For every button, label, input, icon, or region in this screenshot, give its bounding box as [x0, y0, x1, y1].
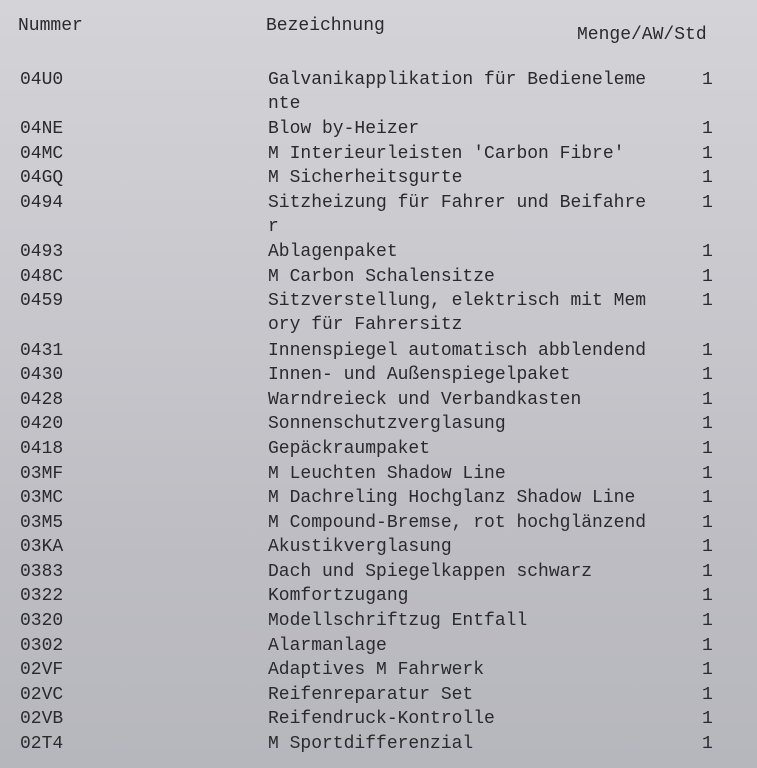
option-description — [268, 388, 703, 412]
option-description — [268, 191, 703, 239]
option-number: 0428 — [20, 389, 64, 410]
list-item — [0, 584, 757, 609]
option-description-line: M Compound-Bremse, rot hochglänzend — [268, 512, 647, 533]
option-description-line: Komfortzugang — [268, 586, 409, 607]
list-item — [0, 560, 757, 585]
list-item — [0, 486, 757, 511]
option-number: 0459 — [20, 291, 64, 312]
list-item — [0, 462, 757, 487]
option-number: 03M5 — [20, 512, 64, 533]
option-description — [268, 412, 703, 436]
option-description — [268, 265, 703, 289]
option-quantity: 1 — [702, 438, 713, 459]
option-description — [268, 339, 703, 363]
option-number: 04NE — [20, 119, 64, 140]
list-item — [0, 732, 757, 757]
option-number: 02VC — [20, 684, 64, 705]
option-quantity: 1 — [702, 192, 713, 213]
option-description — [268, 658, 703, 682]
list-item — [0, 265, 757, 290]
option-number: 03MC — [20, 488, 64, 509]
option-description — [268, 68, 703, 116]
option-description-line: Akustikverglasung — [268, 537, 452, 558]
option-quantity: 1 — [702, 365, 713, 386]
option-description-continuation: ory für Fahrersitz — [268, 315, 463, 336]
option-number: 0320 — [20, 611, 64, 632]
list-item — [0, 363, 757, 388]
list-item — [0, 535, 757, 560]
option-quantity: 1 — [702, 119, 713, 140]
option-description-line: M Sicherheitsgurte — [268, 168, 463, 189]
option-description-continuation: nte — [268, 94, 301, 114]
option-quantity: 1 — [702, 291, 713, 312]
option-quantity: 1 — [702, 561, 713, 582]
option-description — [268, 634, 703, 658]
option-description-line: Adaptives M Fahrwerk — [268, 660, 485, 681]
option-quantity: 1 — [702, 709, 713, 730]
list-item — [0, 166, 757, 191]
option-quantity: 1 — [702, 488, 713, 509]
list-item — [0, 683, 757, 708]
option-description-continuation: r — [268, 216, 279, 237]
option-description-line: Reifendruck-Kontrolle — [268, 709, 495, 730]
option-number: 0418 — [20, 438, 64, 459]
option-description-line: M Leuchten Shadow Line — [268, 463, 506, 484]
option-quantity: 1 — [702, 635, 713, 656]
option-quantity: 1 — [702, 242, 713, 263]
option-description — [268, 240, 703, 264]
option-description-line: Innenspiegel automatisch abblendend — [268, 340, 647, 361]
list-item — [0, 412, 757, 437]
option-description — [268, 117, 703, 141]
list-item — [0, 117, 757, 142]
list-item — [0, 609, 757, 634]
option-number: 048C — [20, 266, 64, 287]
list-item — [0, 240, 757, 265]
option-description-line: Innen- und Außenspiegelpaket — [268, 365, 571, 386]
option-description — [268, 511, 703, 535]
option-description — [268, 166, 703, 190]
option-quantity: 1 — [702, 70, 713, 90]
list-item — [0, 707, 757, 732]
option-quantity: 1 — [702, 684, 713, 705]
list-item — [0, 289, 757, 338]
option-description-line: Sitzverstellung, elektrisch mit Mem — [268, 291, 647, 312]
option-quantity: 1 — [702, 611, 713, 632]
option-description — [268, 732, 703, 756]
option-quantity: 1 — [702, 389, 713, 410]
option-description — [268, 560, 703, 584]
option-quantity: 1 — [702, 266, 713, 287]
option-quantity: 1 — [702, 512, 713, 533]
option-number: 02VF — [20, 660, 64, 681]
option-quantity: 1 — [702, 463, 713, 484]
option-description — [268, 289, 703, 337]
option-quantity: 1 — [702, 734, 713, 755]
option-description — [268, 683, 703, 707]
option-number: 02T4 — [20, 734, 64, 755]
option-number: 0430 — [20, 365, 64, 386]
option-number: 02VB — [20, 709, 64, 730]
option-description-line: Sonnenschutzverglasung — [268, 414, 506, 435]
list-item — [0, 68, 757, 117]
list-item — [0, 634, 757, 659]
list-item — [0, 658, 757, 683]
option-number: 0302 — [20, 635, 64, 656]
option-quantity: 1 — [702, 340, 713, 361]
list-item — [0, 142, 757, 167]
option-number: 0493 — [20, 242, 64, 263]
option-number: 0322 — [20, 586, 64, 607]
option-description — [268, 142, 703, 166]
option-description-line: M Carbon Schalensitze — [268, 266, 495, 287]
option-description — [268, 462, 703, 486]
option-description-line: M Dachreling Hochglanz Shadow Line — [268, 488, 636, 509]
list-item — [0, 191, 757, 240]
option-description-line: Reifenreparatur Set — [268, 684, 474, 705]
option-description-line: Galvanikapplikation für Bedieneleme — [268, 70, 647, 90]
list-item — [0, 437, 757, 462]
equipment-list — [0, 68, 757, 757]
option-description — [268, 609, 703, 633]
option-description-line: M Sportdifferenzial — [268, 734, 474, 755]
option-quantity: 1 — [702, 660, 713, 681]
option-description-line: Alarmanlage — [268, 635, 387, 656]
option-quantity: 1 — [702, 143, 713, 164]
column-header-description: Bezeichnung — [266, 16, 385, 36]
option-description-line: Sitzheizung für Fahrer und Beifahre — [268, 192, 647, 213]
option-description-line: Dach und Spiegelkappen schwarz — [268, 561, 593, 582]
option-number: 0431 — [20, 340, 64, 361]
option-description — [268, 707, 703, 731]
option-description — [268, 584, 703, 608]
option-description — [268, 363, 703, 387]
option-number: 0494 — [20, 192, 64, 213]
column-header-quantity: Menge/AW/Std — [577, 25, 707, 45]
option-number: 04GQ — [20, 168, 64, 189]
option-quantity: 1 — [702, 414, 713, 435]
option-description — [268, 535, 703, 559]
option-description-line: Modellschriftzug Entfall — [268, 611, 528, 632]
option-quantity: 1 — [702, 586, 713, 607]
option-description-line: Ablagenpaket — [268, 242, 398, 263]
option-number: 03KA — [20, 537, 64, 558]
list-item — [0, 339, 757, 364]
list-item — [0, 511, 757, 536]
option-number: 04MC — [20, 143, 64, 164]
option-description-line: Warndreieck und Verbandkasten — [268, 389, 582, 410]
option-quantity: 1 — [702, 537, 713, 558]
option-number: 0420 — [20, 414, 64, 435]
option-number: 03MF — [20, 463, 64, 484]
option-description-line: Blow by-Heizer — [268, 119, 420, 140]
option-number: 0383 — [20, 561, 64, 582]
column-header-number: Nummer — [18, 16, 83, 36]
list-item — [0, 388, 757, 413]
option-quantity: 1 — [702, 168, 713, 189]
option-description-line: Gepäckraumpaket — [268, 438, 431, 459]
option-description — [268, 486, 703, 510]
option-number: 04U0 — [20, 70, 64, 90]
option-description — [268, 437, 703, 461]
option-description-line: M Interieurleisten 'Carbon Fibre' — [268, 143, 625, 164]
